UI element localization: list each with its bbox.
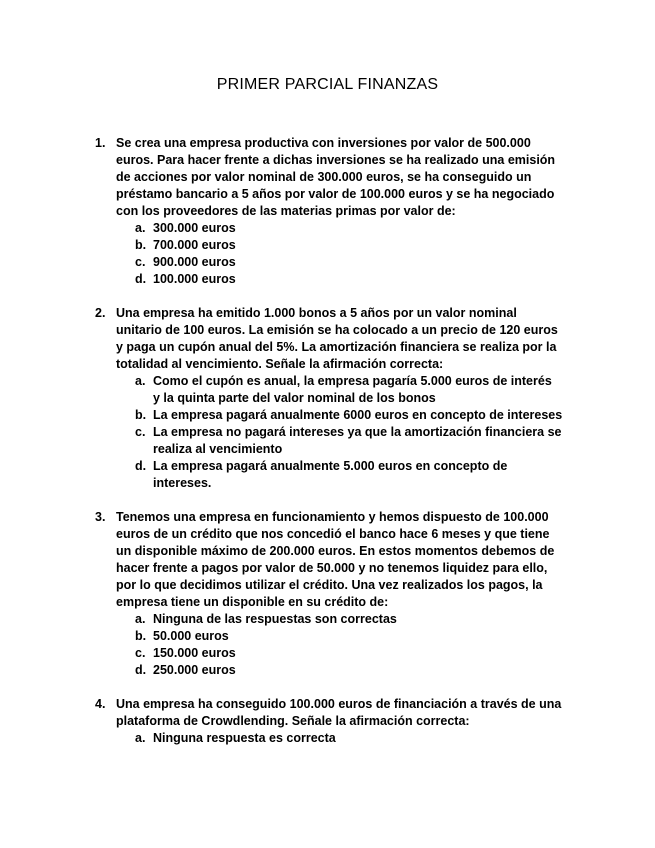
option-text: Ninguna de las respuestas son correctas: [153, 612, 397, 626]
option-text: 900.000 euros: [153, 255, 236, 269]
option-text: 300.000 euros: [153, 221, 236, 235]
question-number: 3.: [95, 510, 106, 524]
question-text: Se crea una empresa productiva con inversiones por valor de 500.000 euros. Para hacer frente a dichas inversiones se ha realizado una emisión de acciones por valor nominal de 300.000 euros, se ha conseguido un préstamo bancario a 5 años por valor de 100.000 euros y se ha negociado con los proveedores de las materias primas por valor de:: [116, 136, 556, 218]
option-text: La empresa pagará anualmente 5.000 euros en concepto de intereses.: [153, 459, 508, 490]
option-letter: d.: [135, 663, 147, 677]
option-letter: b.: [135, 238, 147, 252]
option-letter: c.: [135, 255, 146, 269]
option-letter: a.: [135, 374, 146, 388]
question-text: Una empresa ha emitido 1.000 bonos a 5 años por un valor nominal unitario de 100 euros. La emisión se ha colocado a un precio de 120 euros y paga un cupón anual del 5%. La amortización financiera se realiza por la totalidad al vencimiento. Señale la afirmación correcta:: [116, 306, 558, 371]
question-number: 2.: [95, 306, 106, 320]
option-letter: c.: [135, 646, 146, 660]
option-letter: a.: [135, 612, 146, 626]
option-text: Como el cupón es anual, la empresa pagaría 5.000 euros de interés y la quinta parte del valor nominal de los bonos: [153, 374, 552, 405]
option-text: La empresa pagará anualmente 6000 euros en concepto de intereses: [153, 408, 563, 422]
option-text: Ninguna respuesta es correcta: [153, 731, 336, 745]
option-text: 100.000 euros: [153, 272, 236, 286]
option-letter: a.: [135, 221, 146, 235]
question-number: 4.: [95, 697, 106, 711]
question-text: Una empresa ha conseguido 100.000 euros de financiación a través de una plataforma de Crowdlending. Señale la afirmación correcta:: [116, 697, 562, 728]
option-text: 150.000 euros: [153, 646, 236, 660]
option-text: 250.000 euros: [153, 663, 236, 677]
option-letter: d.: [135, 272, 147, 286]
question-text: Tenemos una empresa en funcionamiento y hemos dispuesto de 100.000 euros de un crédito que nos concedió el banco hace 6 meses y que tiene un disponible máximo de 200.000 euros. En estos momentos debemos de hacer frente a pagos por valor de 50.000 y no tenemos liquidez para ello, por lo que decidimos utilizar el crédito. Una vez realizados los pagos, la empresa tiene un disponible en su crédito de:: [116, 510, 555, 609]
option-letter: c.: [135, 425, 146, 439]
option-letter: b.: [135, 408, 147, 422]
option-letter: d.: [135, 459, 147, 473]
question-number: 1.: [95, 136, 106, 150]
option-text: La empresa no pagará intereses ya que la amortización financiera se realiza al vencimiento: [153, 425, 562, 456]
option-letter: b.: [135, 629, 147, 643]
option-letter: a.: [135, 731, 146, 745]
option-text: 700.000 euros: [153, 238, 236, 252]
option-text: 50.000 euros: [153, 629, 229, 643]
page-title: PRIMER PARCIAL FINANZAS: [216, 76, 439, 93]
